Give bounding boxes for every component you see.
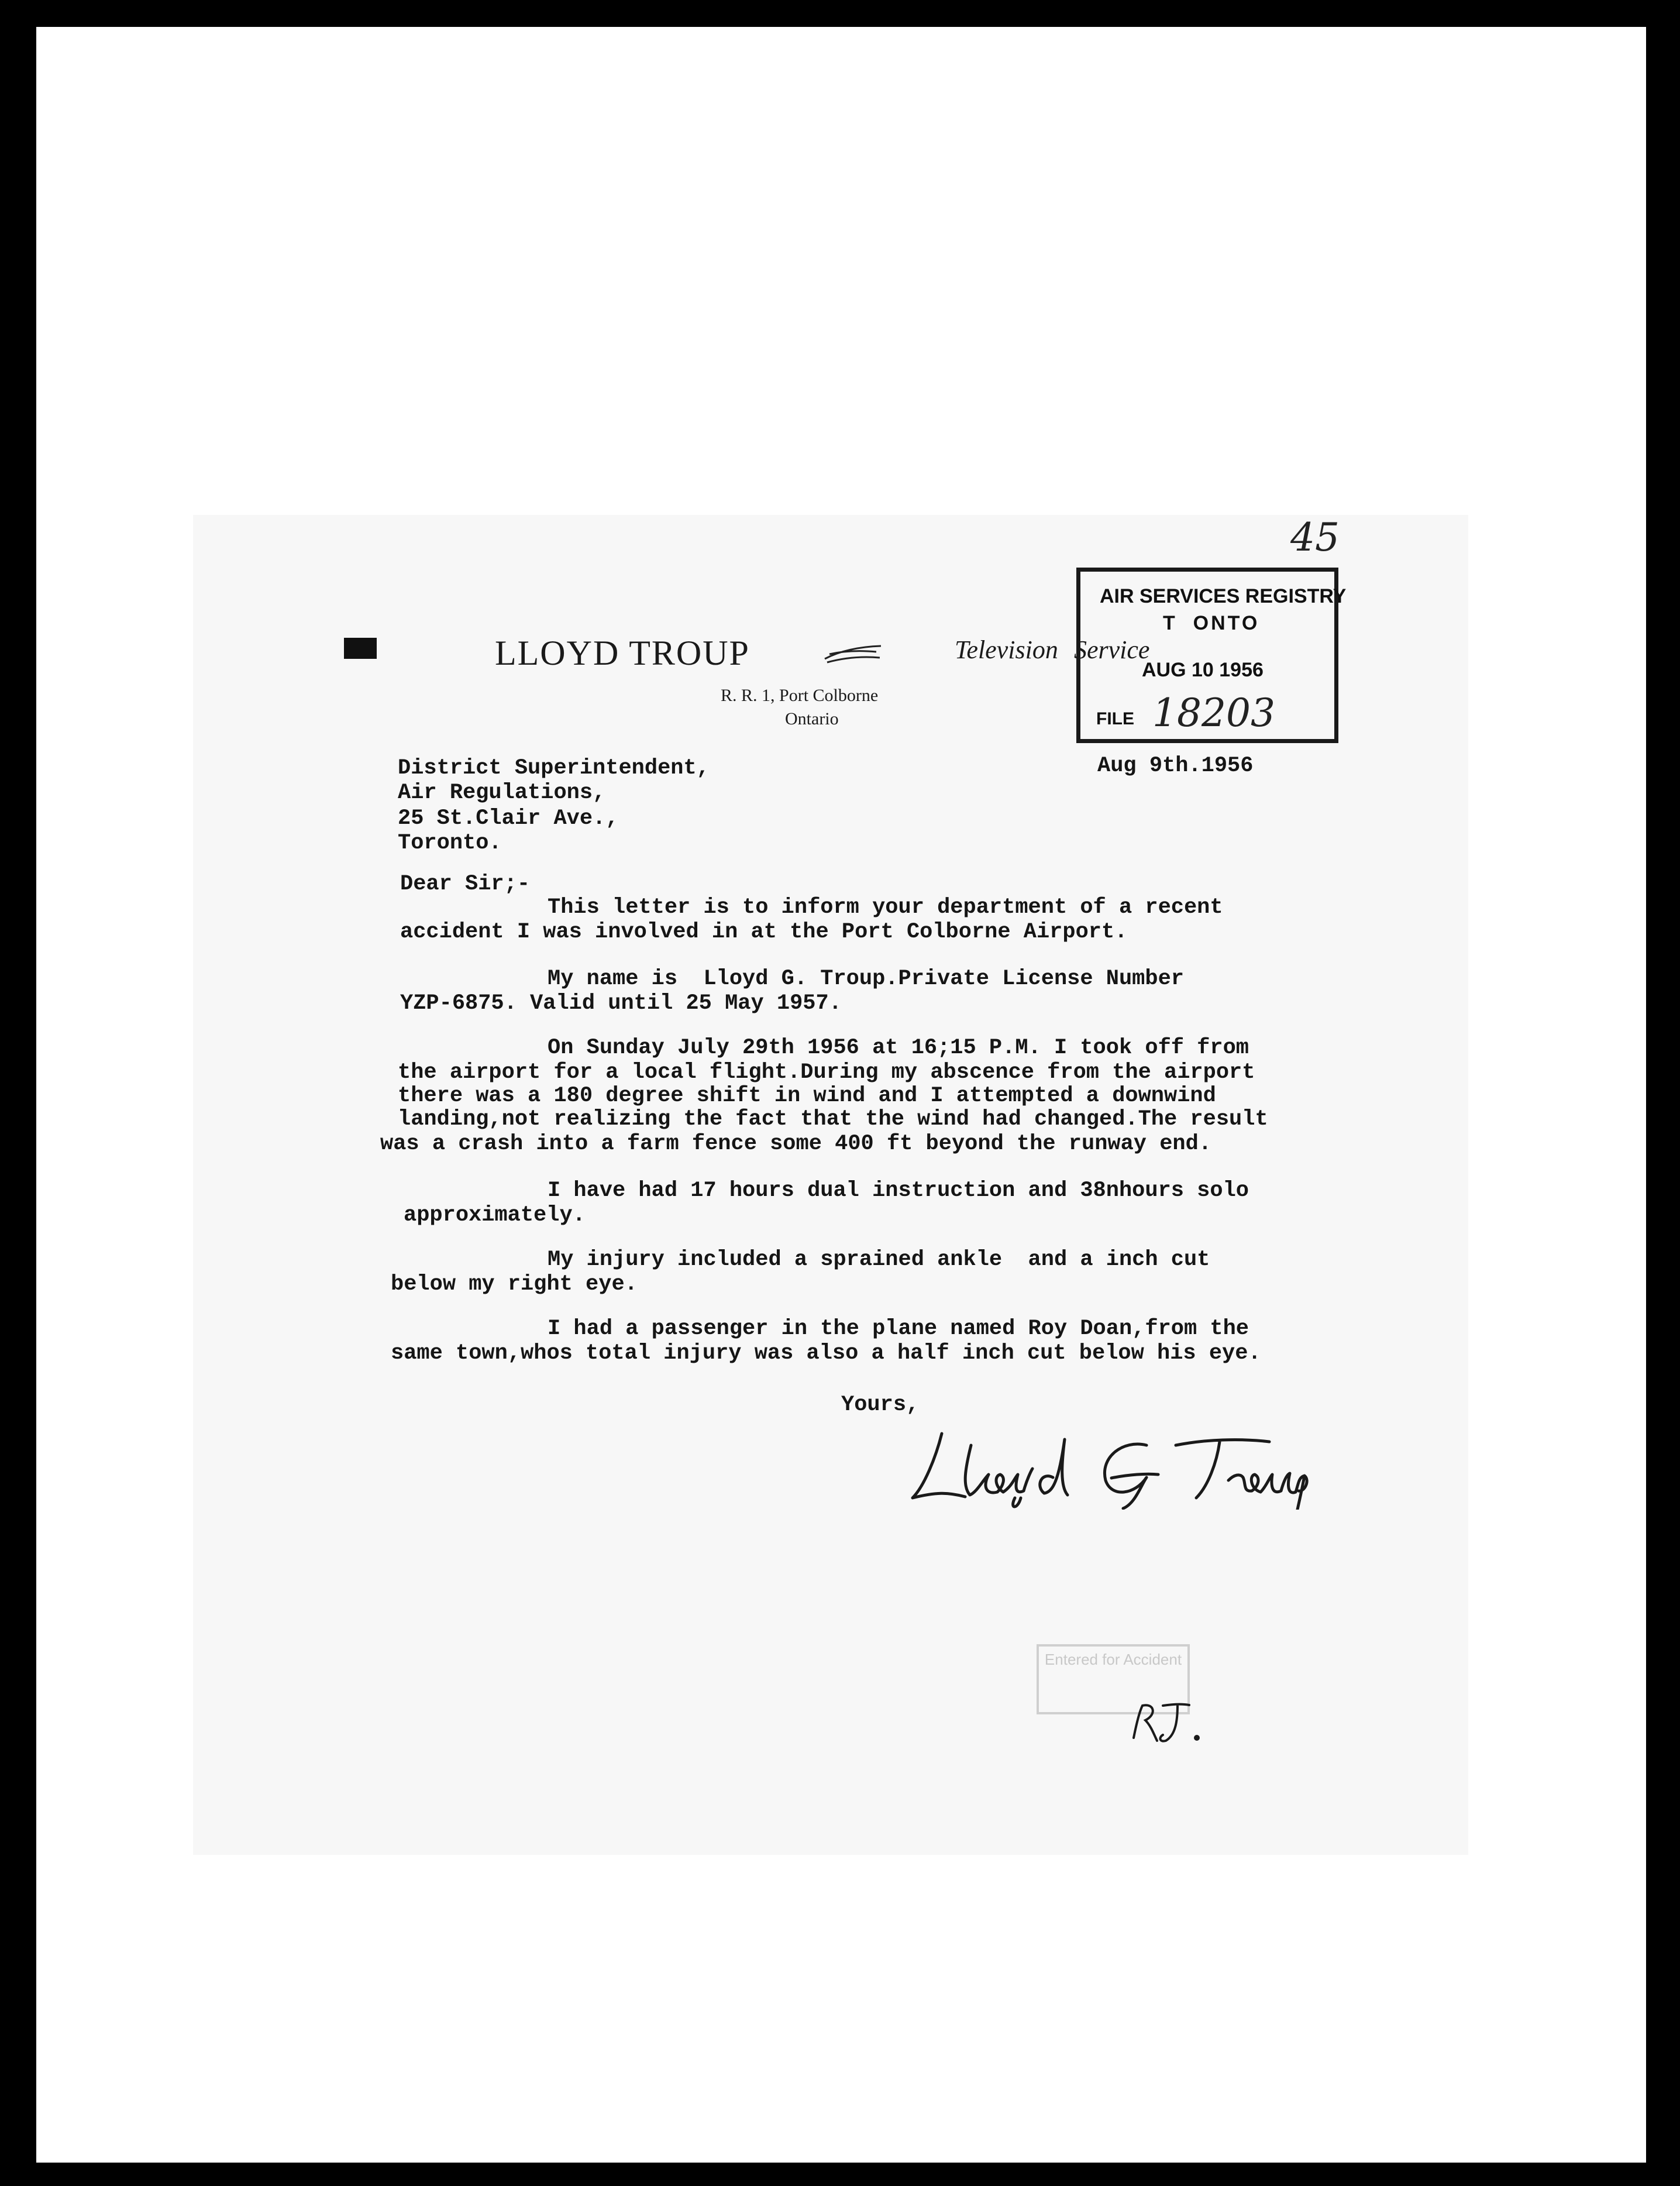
paragraph-line: the airport for a local flight.During my abscence from the airport	[398, 1060, 1255, 1085]
lightning-swoosh-icon	[824, 641, 882, 665]
letterhead-mark	[344, 638, 377, 659]
letterhead-business-word1: Television	[955, 635, 1058, 664]
paragraph-line: approximately.	[404, 1203, 586, 1228]
addressee-line: District Superintendent,	[398, 756, 710, 781]
handwritten-signature	[901, 1422, 1369, 1510]
paragraph-line: This letter is to inform your department of a recent	[548, 895, 1223, 920]
stamp-file-number: 18203	[1152, 690, 1275, 735]
salutation: Dear Sir;-	[400, 872, 531, 896]
addressee-line: Air Regulations,	[398, 781, 606, 805]
stamp-file-label: FILE	[1096, 709, 1134, 728]
letterhead-address-line2: Ontario	[785, 709, 839, 728]
paragraph-line: landing,not realizing the fact that the wind had changed.The result	[398, 1107, 1268, 1132]
letterhead-business-word2: Service	[1074, 635, 1150, 664]
stamp-line2: T ONTO	[1163, 612, 1260, 634]
letterhead-address-line1: R. R. 1, Port Colborne	[721, 686, 879, 705]
paragraph-line: same town,whos total injury was also a half inch cut below his eye.	[391, 1341, 1261, 1366]
paragraph-line: there was a 180 degree shift in wind and I attempted a downwind	[398, 1084, 1216, 1108]
paragraph-line: YZP-6875. Valid until 25 May 1957.	[400, 991, 842, 1016]
paragraph-line: below my right eye.	[391, 1272, 638, 1297]
handwritten-initials	[1122, 1697, 1210, 1750]
paragraph-line: I had a passenger in the plane named Roy Doan,from the	[548, 1317, 1249, 1341]
handwritten-page-number: 45	[1290, 515, 1340, 560]
paragraph-line: accident I was involved in at the Port Colborne Airport.	[400, 920, 1128, 944]
stamp-line1: AIR SERVICES REGISTRY	[1100, 585, 1347, 607]
paragraph-line: I have had 17 hours dual instruction and 38nhours solo	[548, 1178, 1249, 1203]
entered-stamp-text: Entered for Accident	[1044, 1651, 1182, 1668]
paragraph-line: My name is Lloyd G. Troup.Private License Number	[548, 967, 1184, 991]
letter-date: Aug 9th.1956	[1097, 754, 1254, 778]
paragraph-line: My injury included a sprained ankle and a inch cut	[548, 1247, 1210, 1272]
addressee-line: 25 St.Clair Ave.,	[398, 806, 619, 831]
letterhead-name: LLOYD TROUP	[495, 634, 750, 672]
closing: Yours,	[841, 1393, 920, 1417]
paragraph-line: On Sunday July 29th 1956 at 16;15 P.M. I took off from	[548, 1036, 1249, 1060]
stamp-date: AUG 10 1956	[1142, 659, 1264, 681]
paragraph-line: was a crash into a farm fence some 400 ft beyond the runway end.	[380, 1132, 1212, 1156]
addressee-line: Toronto.	[398, 831, 502, 855]
